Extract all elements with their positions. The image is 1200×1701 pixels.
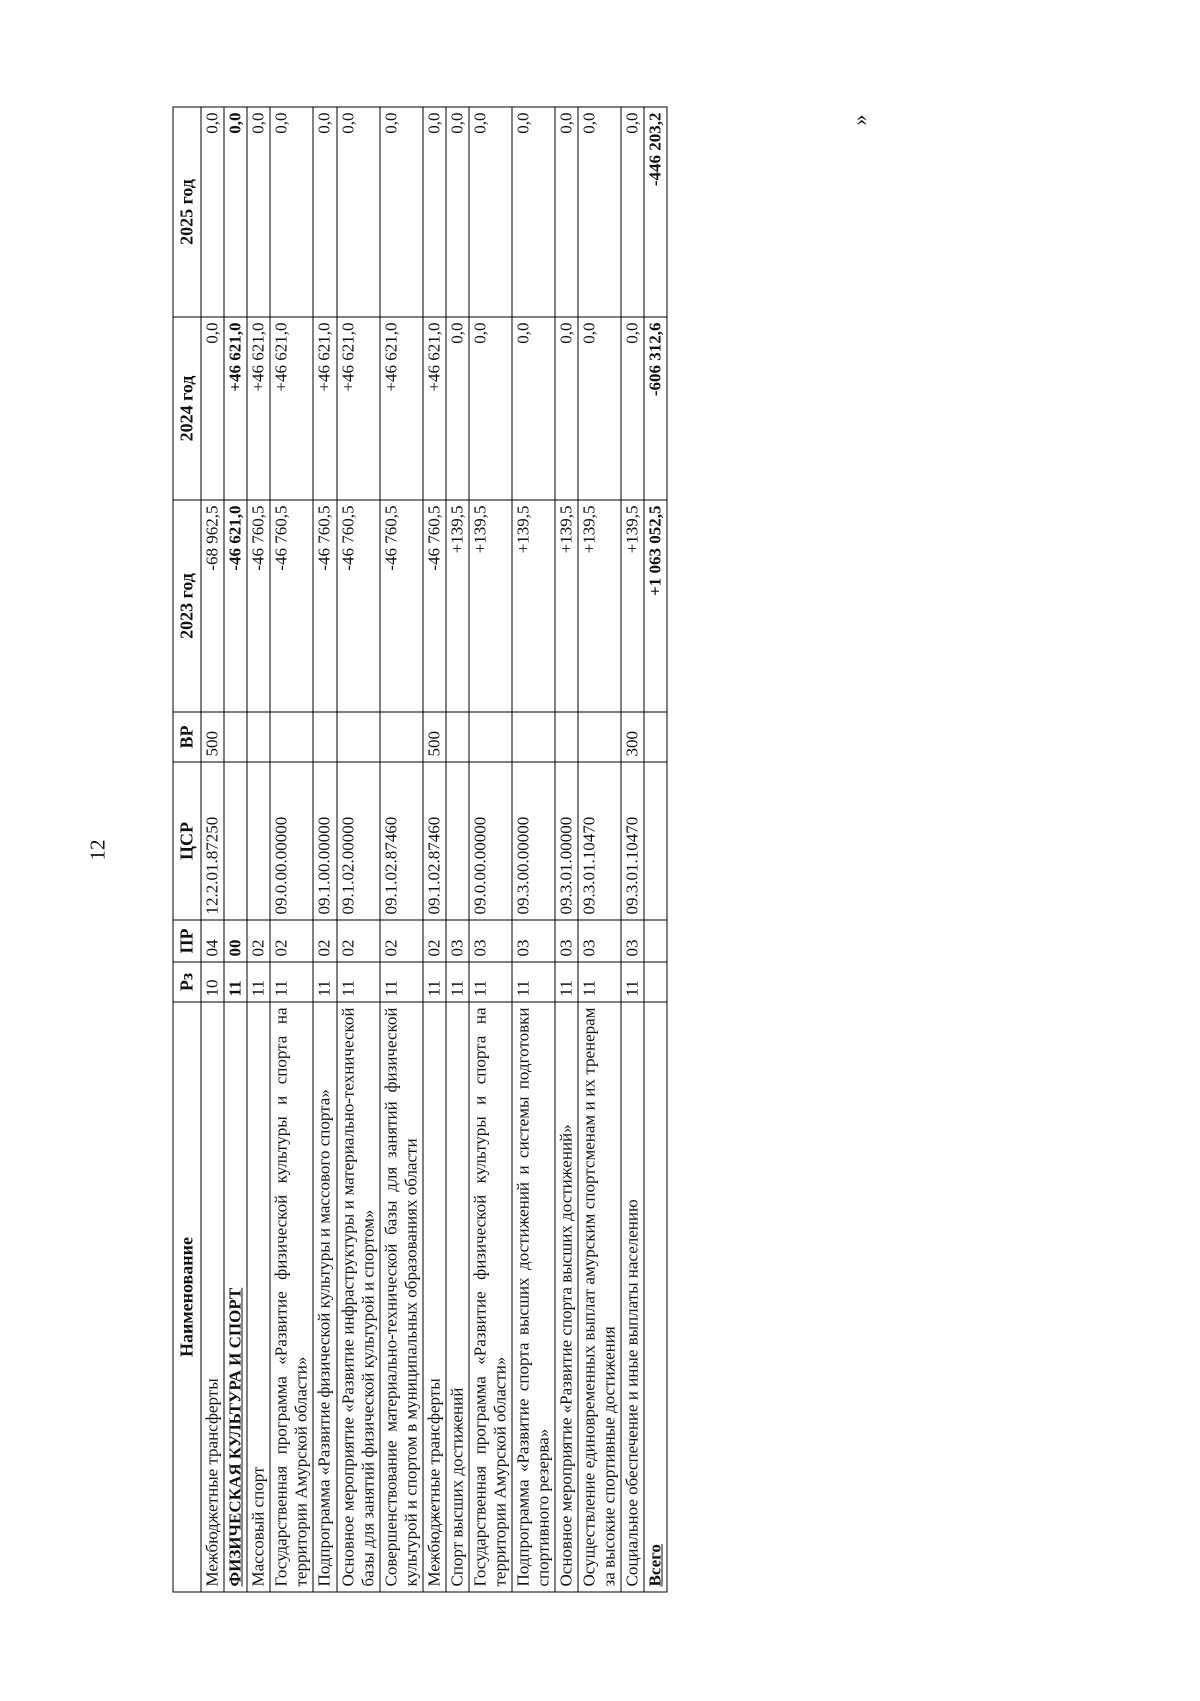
row-name: Основное мероприятие «Развитие спорта высших достижений»: [555, 1002, 578, 1592]
row-rz: 10: [201, 962, 224, 1002]
row-2023: +139,5: [512, 500, 555, 712]
row-name: Осуществление единовременных выплат амурским спортсменам и их тренерам за высокие спортивные достижения: [578, 1002, 621, 1592]
row-2023: +139,5: [555, 500, 578, 712]
row-2023: +139,5: [621, 500, 644, 712]
row-2023: -46 760,5: [313, 500, 336, 712]
row-2024: 0,0: [469, 317, 512, 500]
row-2024: +46 621,0: [270, 317, 313, 500]
row-2025: 0,0: [512, 107, 555, 317]
row-name: Подпрограмма «Развитие физической культуры и массового спорта»: [313, 1002, 336, 1592]
row-2025: 0,0: [578, 107, 621, 317]
table-row: [313, 107, 336, 1592]
row-name: Государственная программа «Развитие физической культуры и спорта на территории Амурской области»: [469, 1002, 512, 1592]
row-vr: [224, 712, 247, 762]
row-name: ФИЗИЧЕСКАЯ КУЛЬТУРА И СПОРТ: [224, 1002, 247, 1592]
row-pr: 03: [621, 920, 644, 962]
row-2025: 0,0: [555, 107, 578, 317]
row-pr: 02: [337, 920, 380, 962]
row-2023: -46 621,0: [224, 500, 247, 712]
budget-table: [173, 107, 668, 1593]
table-row: [270, 107, 313, 1592]
total-label: Всего: [644, 1002, 667, 1592]
table-row: [621, 107, 644, 1592]
row-vr: [512, 712, 555, 762]
row-pr: 04: [201, 920, 224, 962]
row-name: Совершенствование материально-технической базы для занятий физической культурой и спортом в муниципальных образованиях области: [380, 1002, 423, 1592]
row-pr: 03: [512, 920, 555, 962]
header-2024: 2024 год: [173, 317, 201, 500]
empty-cell: [644, 920, 667, 962]
row-vr: [247, 712, 270, 762]
row-vr: [469, 712, 512, 762]
table-row: [446, 107, 469, 1592]
row-csr: 09.3.01.10470: [578, 762, 621, 920]
row-2023: +139,5: [446, 500, 469, 712]
row-pr: 03: [578, 920, 621, 962]
row-rz: 11: [423, 962, 446, 1002]
table-row: [380, 107, 423, 1592]
row-pr: 02: [423, 920, 446, 962]
row-vr: [380, 712, 423, 762]
row-csr: 09.3.01.10470: [621, 762, 644, 920]
page-number: 12: [85, 839, 110, 861]
row-rz: 11: [555, 962, 578, 1002]
row-2025: 0,0: [337, 107, 380, 317]
row-csr: 12.2.01.87250: [201, 762, 224, 920]
row-rz: 11: [224, 962, 247, 1002]
row-2025: 0,0: [380, 107, 423, 317]
row-pr: 03: [469, 920, 512, 962]
row-2024: 0,0: [555, 317, 578, 500]
row-name: Межбюджетные трансферты: [201, 1002, 224, 1592]
row-2023: -68 962,5: [201, 500, 224, 712]
header-2023: 2023 год: [173, 500, 201, 712]
header-vr: ВР: [173, 712, 201, 762]
total-2024: -606 312,6: [644, 317, 667, 500]
table-total-row: [644, 107, 667, 1592]
header-csr: ЦСР: [173, 762, 201, 920]
row-vr: [578, 712, 621, 762]
row-pr: 02: [380, 920, 423, 962]
table-row: [423, 107, 446, 1592]
row-2025: 0,0: [469, 107, 512, 317]
row-csr: 09.1.02.87460: [423, 762, 446, 920]
row-csr: [247, 762, 270, 920]
row-2025: 0,0: [621, 107, 644, 317]
row-vr: [337, 712, 380, 762]
row-name: Межбюджетные трансферты: [423, 1002, 446, 1592]
row-2024: 0,0: [446, 317, 469, 500]
row-csr: [446, 762, 469, 920]
header-pr: ПР: [173, 920, 201, 962]
row-pr: 02: [270, 920, 313, 962]
header-name: Наименование: [173, 1002, 201, 1592]
row-csr: 09.0.00.00000: [469, 762, 512, 920]
row-name: Основное мероприятие «Развитие инфраструктуры и материально-технической базы для занятий физической культурой и спортом»: [337, 1002, 380, 1592]
row-rz: 11: [313, 962, 336, 1002]
table-row-section: [224, 107, 247, 1592]
row-2025: 0,0: [313, 107, 336, 317]
row-2023: -46 760,5: [270, 500, 313, 712]
row-2024: 0,0: [512, 317, 555, 500]
row-csr: 09.1.00.00000: [313, 762, 336, 920]
table-header-row: [173, 107, 201, 1592]
row-2023: +139,5: [578, 500, 621, 712]
row-2024: +46 621,0: [423, 317, 446, 500]
row-2025: 0,0: [423, 107, 446, 317]
row-rz: 11: [446, 962, 469, 1002]
row-pr: 03: [555, 920, 578, 962]
row-2025: 0,0: [201, 107, 224, 317]
row-rz: 11: [512, 962, 555, 1002]
empty-cell: [644, 762, 667, 920]
table-row: [247, 107, 270, 1592]
row-2023: -46 760,5: [380, 500, 423, 712]
row-2025: 0,0: [224, 107, 247, 317]
row-2024: +46 621,0: [313, 317, 336, 500]
table-row: [201, 107, 224, 1592]
empty-cell: [644, 712, 667, 762]
header-rz: Рз: [173, 962, 201, 1002]
row-rz: 11: [247, 962, 270, 1002]
row-2023: +139,5: [469, 500, 512, 712]
table-row: [578, 107, 621, 1592]
row-name: Социальное обеспечение и иные выплаты населению: [621, 1002, 644, 1592]
row-2025: 0,0: [270, 107, 313, 317]
row-rz: 11: [270, 962, 313, 1002]
row-pr: 02: [247, 920, 270, 962]
row-rz: 11: [621, 962, 644, 1002]
row-2024: 0,0: [621, 317, 644, 500]
row-csr: 09.3.01.00000: [555, 762, 578, 920]
total-2023: +1 063 052,5: [644, 500, 667, 712]
row-2024: 0,0: [578, 317, 621, 500]
row-csr: 09.1.02.87460: [380, 762, 423, 920]
row-vr: 500: [423, 712, 446, 762]
row-pr: 00: [224, 920, 247, 962]
row-rz: 11: [380, 962, 423, 1002]
closing-quote: »: [847, 114, 872, 126]
row-2024: +46 621,0: [337, 317, 380, 500]
table-row: [469, 107, 512, 1592]
row-name: Спорт высших достижений: [446, 1002, 469, 1592]
row-vr: [446, 712, 469, 762]
row-csr: [224, 762, 247, 920]
row-csr: 09.0.00.00000: [270, 762, 313, 920]
table-row: [512, 107, 555, 1592]
row-vr: 300: [621, 712, 644, 762]
row-name: Государственная программа «Развитие физической культуры и спорта на территории Амурской области»: [270, 1002, 313, 1592]
row-2023: -46 760,5: [423, 500, 446, 712]
row-vr: [270, 712, 313, 762]
row-pr: 03: [446, 920, 469, 962]
row-2024: +46 621,0: [247, 317, 270, 500]
row-2024: +46 621,0: [380, 317, 423, 500]
row-2024: 0,0: [201, 317, 224, 500]
row-2025: 0,0: [446, 107, 469, 317]
row-2023: -46 760,5: [337, 500, 380, 712]
row-vr: [313, 712, 336, 762]
total-2025: -446 203,2: [644, 107, 667, 317]
row-2024: +46 621,0: [224, 317, 247, 500]
row-vr: 500: [201, 712, 224, 762]
row-csr: 09.3.00.00000: [512, 762, 555, 920]
row-rz: 11: [578, 962, 621, 1002]
table-row: [555, 107, 578, 1592]
header-2025: 2025 год: [173, 107, 201, 317]
row-2023: -46 760,5: [247, 500, 270, 712]
table-row: [337, 107, 380, 1592]
row-rz: 11: [469, 962, 512, 1002]
row-vr: [555, 712, 578, 762]
budget-table-container: [173, 108, 918, 1593]
row-name: Подпрограмма «Развитие спорта высших достижений и системы подготовки спортивного резерва»: [512, 1002, 555, 1592]
row-rz: 11: [337, 962, 380, 1002]
row-2025: 0,0: [247, 107, 270, 317]
row-pr: 02: [313, 920, 336, 962]
empty-cell: [644, 962, 667, 1002]
row-name: Массовый спорт: [247, 1002, 270, 1592]
row-csr: 09.1.02.00000: [337, 762, 380, 920]
